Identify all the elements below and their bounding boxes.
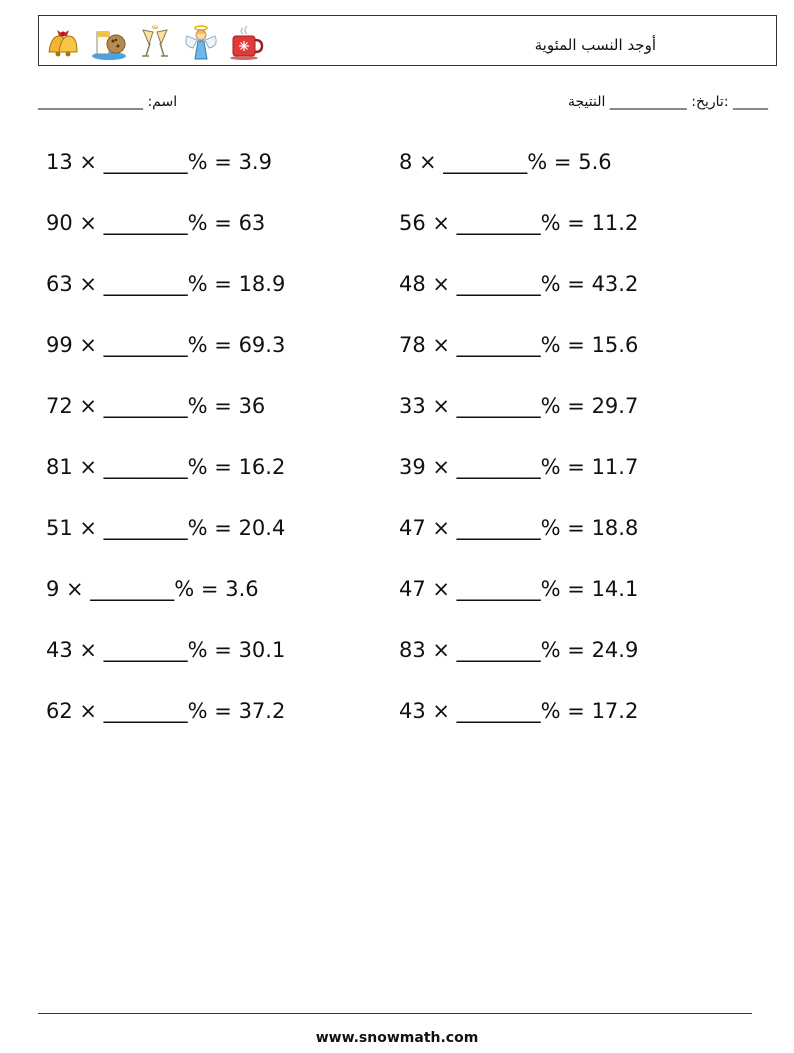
problem-row	[46, 567, 746, 628]
snowflake-mug-icon	[227, 22, 267, 62]
problem: 33 × ________% = 29.7	[399, 394, 639, 418]
problem: 13 × ________% = 3.9	[46, 150, 272, 174]
footer-divider	[38, 1013, 752, 1014]
problem-row	[46, 262, 746, 323]
problem: 47 × ________% = 18.8	[399, 516, 639, 540]
problem: 72 × ________% = 36	[46, 394, 266, 418]
problem: 62 × ________% = 37.2	[46, 699, 286, 723]
problem-row	[46, 506, 746, 567]
milk-cookie-icon	[89, 22, 129, 62]
problem: 63 × ________% = 18.9	[46, 272, 286, 296]
problem: 43 × ________% = 30.1	[46, 638, 286, 662]
problem: 43 × ________% = 17.2	[399, 699, 639, 723]
problem: 56 × ________% = 11.2	[399, 211, 639, 235]
problem: 90 × ________% = 63	[46, 211, 266, 235]
problem-row	[46, 140, 746, 201]
problem: 99 × ________% = 69.3	[46, 333, 286, 357]
date-score-field: _____ :تاريخ: ___________ النتيجة	[567, 94, 768, 110]
worksheet-title: أوجد النسب المئوية	[534, 36, 656, 54]
problem: 39 × ________% = 11.7	[399, 455, 639, 479]
problem: 78 × ________% = 15.6	[399, 333, 639, 357]
problem-grid	[46, 140, 746, 750]
problem-row	[46, 445, 746, 506]
problem: 51 × ________% = 20.4	[46, 516, 286, 540]
bells-icon	[43, 22, 83, 62]
footer-url[interactable]: www.snowmath.com	[315, 1030, 479, 1046]
angel-icon	[181, 22, 221, 62]
problem-row	[46, 689, 746, 750]
problem-row	[46, 201, 746, 262]
problem: 8 × ________% = 5.6	[399, 150, 612, 174]
champagne-toast-icon	[135, 22, 175, 62]
problem: 48 × ________% = 43.2	[399, 272, 639, 296]
worksheet-header	[38, 15, 777, 66]
name-field: اسم: _______________	[38, 94, 178, 110]
problem-row	[46, 323, 746, 384]
problem-row	[46, 384, 746, 445]
problem: 83 × ________% = 24.9	[399, 638, 639, 662]
problem: 47 × ________% = 14.1	[399, 577, 639, 601]
decoration-icons	[43, 22, 267, 62]
problem: 9 × ________% = 3.6	[46, 577, 259, 601]
problem-row	[46, 628, 746, 689]
problem: 81 × ________% = 16.2	[46, 455, 286, 479]
